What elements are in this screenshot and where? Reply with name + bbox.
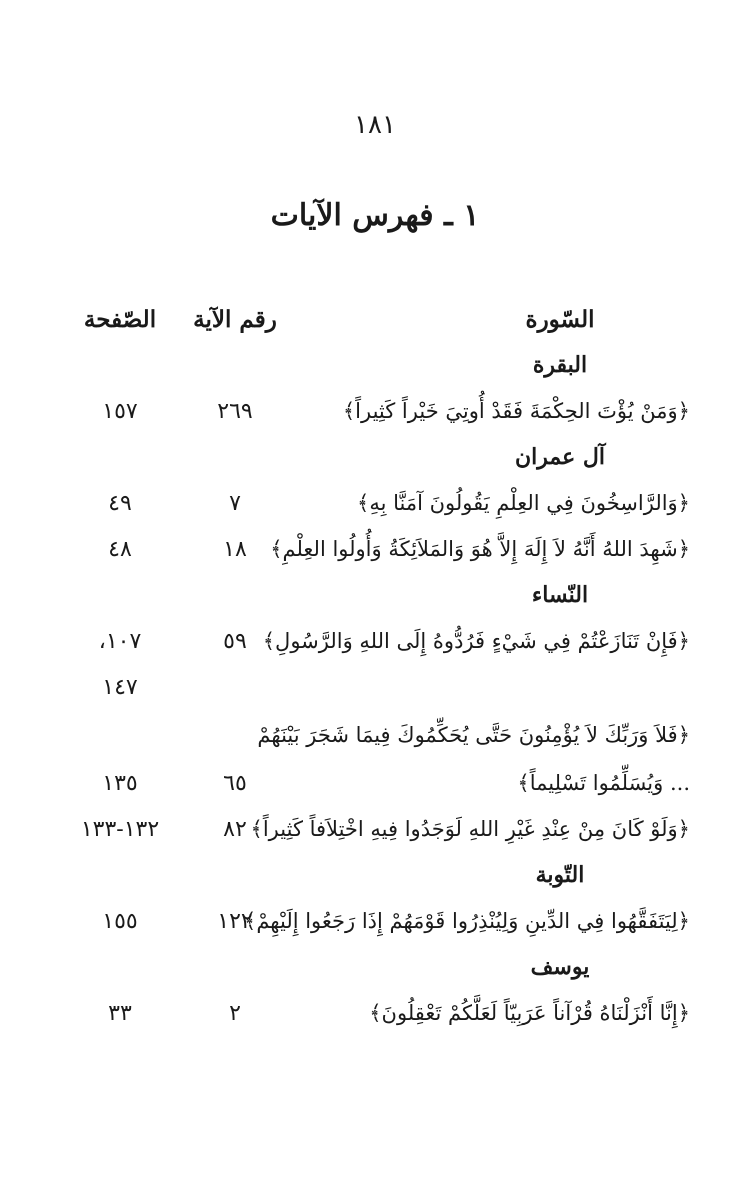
ayah-number: ٧ — [229, 490, 241, 516]
table-row — [60, 618, 690, 664]
table-row-continuation — [60, 664, 690, 710]
table-row — [60, 388, 690, 434]
table-header — [60, 296, 690, 342]
page-title: ١ ـ فهرس الآيات — [270, 198, 480, 233]
ayah-number: ٦٥ — [223, 770, 247, 796]
verse-text: ﴿لِيَتَفَقَّهُوا فِي الدِّينِ وَلِيُنْذِرُوا قَوْمَهُمْ إِذَا رَجَعُوا إِلَيْهِمْ﴾ — [244, 909, 690, 933]
page-reference: ٤٨ — [108, 536, 132, 562]
verse-text: ﴿إِنَّا أَنْزَلْنَاهُ قُرْآناً عَرَبِيّاً لَعَلَّكُمْ تَعْقِلُونَ﴾ — [369, 1001, 690, 1025]
column-header-surah: السّورة — [525, 305, 595, 333]
surah-heading — [60, 342, 690, 388]
column-header-page: الصّفحة — [83, 305, 157, 333]
table-row-continuation — [60, 760, 690, 806]
verse-text: ﴿فَإِنْ تَنَازَعْتُمْ فِي شَيْءٍ فَرُدُّوهُ إِلَى اللهِ وَالرَّسُولِ﴾ — [262, 629, 690, 653]
column-header-ayah: رقم الآية — [193, 305, 277, 333]
verse-index-table — [60, 296, 690, 1036]
table-row — [60, 480, 690, 526]
verse-text: ﴿وَالرَّاسِخُونَ فِي العِلْمِ يَقُولُونَ آمَنَّا بِهِ﴾ — [357, 491, 690, 515]
surah-name: التّوبة — [535, 862, 585, 888]
surah-name: آل عمران — [514, 444, 605, 470]
verse-text: ﴿فَلاَ وَرَبِّكَ لاَ يُؤْمِنُونَ حَتَّى يُحَكِّمُوكَ فِيمَا شَجَرَ بَيْنَهُمْ — [257, 723, 690, 747]
page-reference: ١٠٧، — [98, 628, 142, 654]
ayah-number: ١٨ — [223, 536, 247, 562]
page-reference: ١٣٢-١٣٣ — [80, 816, 160, 842]
table-row — [60, 898, 690, 944]
table-row — [60, 526, 690, 572]
table-row — [60, 710, 690, 760]
verse-text: ﴿شَهِدَ اللهُ أَنَّهُ لاَ إِلَهَ إِلاَّ هُوَ وَالمَلاَئِكَةُ وَأُولُوا العِلْمِ﴾ — [270, 537, 690, 561]
ayah-number: ٢٦٩ — [217, 398, 253, 424]
surah-name: النّساء — [531, 582, 589, 608]
surah-name: يوسف — [530, 954, 590, 980]
page-reference: ١٥٧ — [102, 398, 138, 424]
page-reference: ٣٣ — [108, 1000, 132, 1026]
table-row — [60, 990, 690, 1036]
page-reference: ٤٩ — [108, 490, 132, 516]
ayah-number: ٥٩ — [223, 628, 247, 654]
page-reference-continued: ١٤٧ — [102, 674, 138, 700]
ayah-number: ٢ — [229, 1000, 241, 1026]
surah-name: البقرة — [532, 352, 588, 378]
surah-heading — [60, 944, 690, 990]
verse-text-continued: ... وَيُسَلِّمُوا تَسْلِيماً﴾ — [517, 771, 690, 795]
surah-heading — [60, 572, 690, 618]
table-row — [60, 806, 690, 852]
ayah-number: ١٢٢ — [217, 908, 253, 934]
ayah-number: ٨٢ — [223, 816, 247, 842]
verse-text: ﴿وَمَنْ يُؤْتَ الحِكْمَةَ فَقَدْ أُوتِيَ خَيْراً كَثِيراً﴾ — [342, 399, 690, 423]
verse-text: ﴿وَلَوْ كَانَ مِنْ عِنْدِ غَيْرِ اللهِ لَوَجَدُوا فِيهِ اخْتِلاَفاً كَثِيراً﴾ — [250, 817, 690, 841]
surah-heading — [60, 434, 690, 480]
page-number: ١٨١ — [354, 110, 396, 140]
surah-heading — [60, 852, 690, 898]
page-reference: ١٥٥ — [102, 908, 138, 934]
page-reference: ١٣٥ — [102, 770, 138, 796]
